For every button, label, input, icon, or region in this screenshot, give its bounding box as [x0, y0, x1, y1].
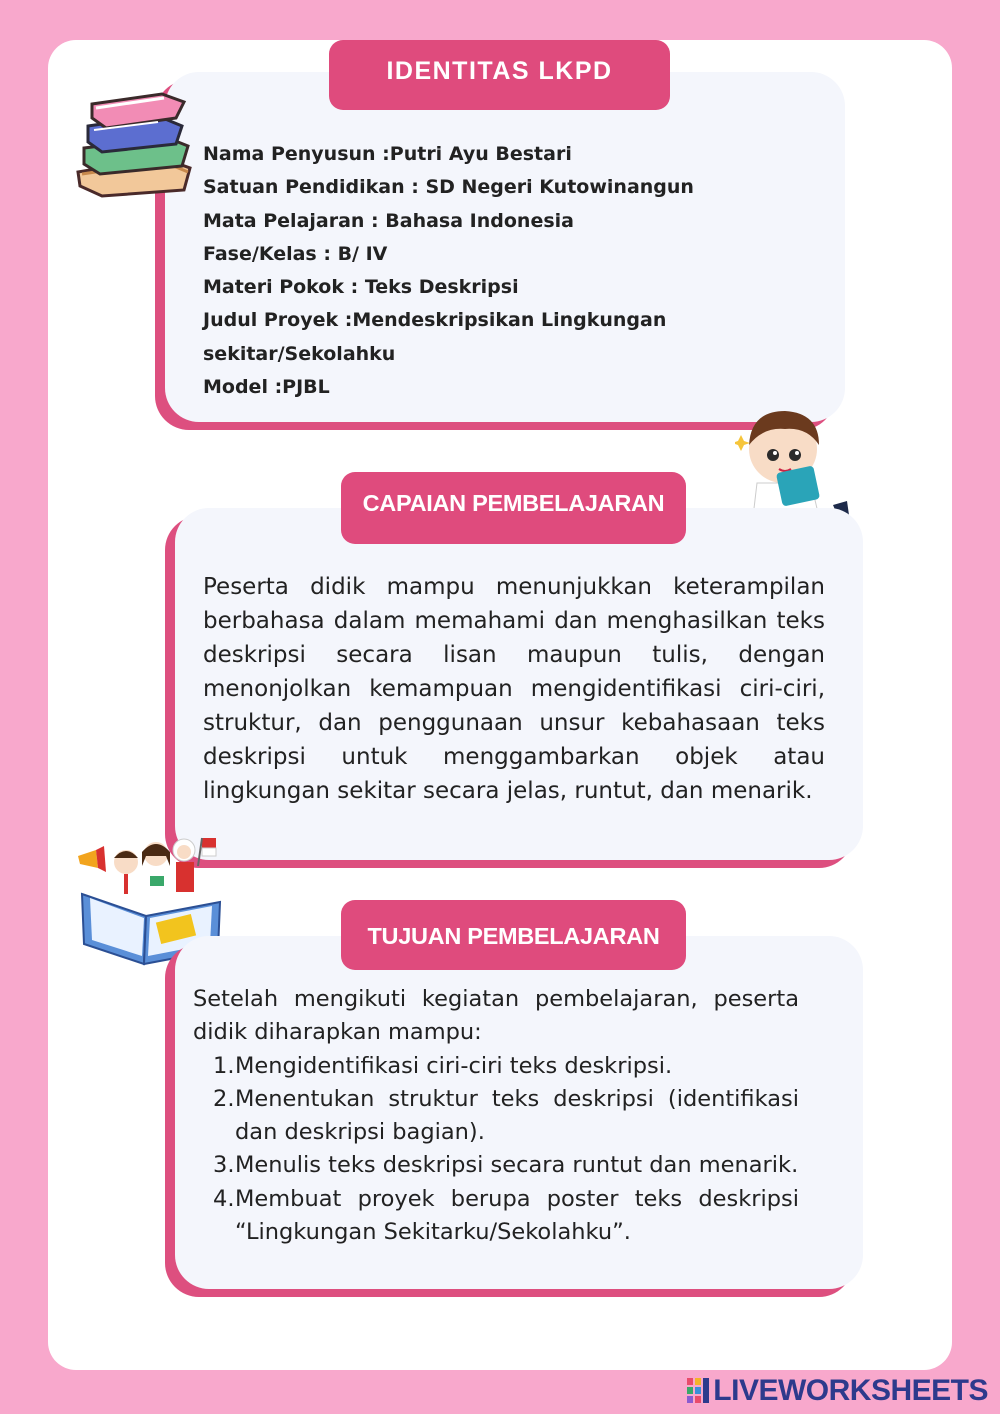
identitas-line-mapel: Mata Pelajaran : Bahasa Indonesia: [203, 209, 574, 232]
list-number: 4.: [213, 1185, 235, 1212]
list-item: [193, 1183, 799, 1250]
tujuan-content: [193, 983, 799, 1249]
identitas-title: IDENTITAS LKPD: [329, 40, 670, 110]
identitas-line-fase: Fase/Kelas : B/ IV: [203, 242, 388, 265]
liveworksheets-logo-icon: [687, 1378, 709, 1404]
list-text: Menulis teks deskripsi secara runtut dan menarik.: [235, 1152, 799, 1179]
tujuan-title: TUJUAN PEMBELAJARAN: [341, 900, 686, 970]
list-text: Mengidentifikasi ciri-ciri teks deskripsi.: [235, 1052, 673, 1079]
capaian-text: Peserta didik mampu menunjukkan keterampilan berbahasa dalam memahami dan menghasilkan teks deskripsi secara lisan maupun tulis, dengan menonjolkan kemampuan mengidentifikasi ciri-ciri, struktur, dan penggunaan unsur kebahasaan teks deskripsi untuk menggambarkan objek atau lingkungan sekitar secara jelas, runtut, dan menarik.: [203, 574, 825, 804]
list-item: [193, 1083, 799, 1150]
watermark-text: LIVEWORKSHEETS: [713, 1374, 988, 1407]
list-item: [193, 1050, 799, 1083]
identitas-line-materi: Materi Pokok : Teks Deskripsi: [203, 276, 519, 299]
identitas-line-judul-cont: sekitar/Sekolahku: [203, 342, 396, 365]
list-text: Membuat proyek berupa poster teks deskripsi “Lingkungan Sekitarku/Sekolahku”.: [235, 1185, 799, 1246]
list-number: 1.: [213, 1052, 235, 1079]
tujuan-list: [193, 1050, 799, 1250]
liveworksheets-watermark: [687, 1374, 988, 1408]
identitas-line-satuan: Satuan Pendidikan : SD Negeri Kutowinangun: [203, 176, 694, 199]
list-number: 3.: [213, 1152, 235, 1179]
identitas-line-judul: Judul Proyek :Mendeskripsikan Lingkungan: [203, 309, 667, 332]
list-number: 2.: [213, 1085, 235, 1112]
tujuan-intro: Setelah mengikuti kegiatan pembelajaran, peserta didik diharapkan mampu:: [193, 986, 799, 1046]
books-stack-icon: [72, 86, 196, 198]
list-text: Menentukan struktur teks deskripsi (identifikasi dan deskripsi bagian).: [235, 1085, 799, 1146]
identitas-line-model: Model :PJBL: [203, 376, 330, 399]
identitas-line-penyusun: Nama Penyusun :Putri Ayu Bestari: [203, 143, 572, 165]
capaian-title: CAPAIAN PEMBELAJARAN: [341, 472, 686, 544]
identitas-details: [203, 138, 823, 404]
list-item: [193, 1149, 799, 1182]
